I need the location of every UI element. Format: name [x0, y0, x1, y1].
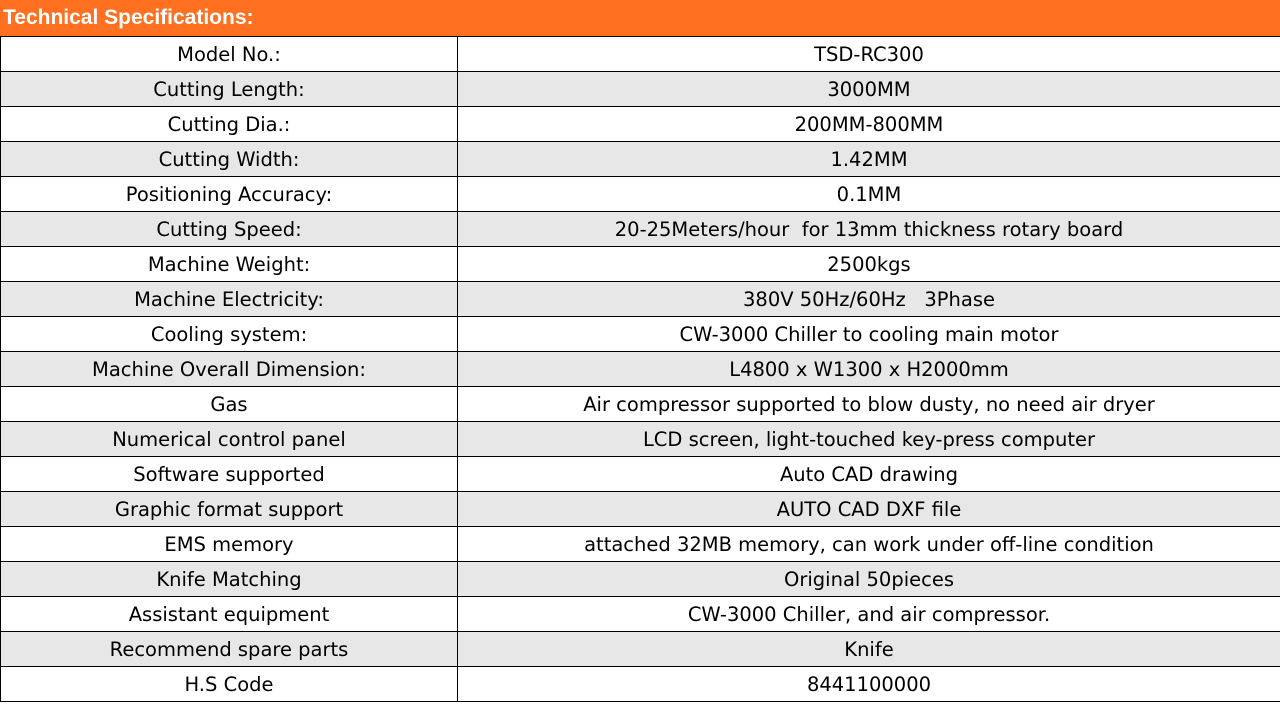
spec-value: 8441100000: [458, 667, 1280, 702]
spec-label: H.S Code: [1, 667, 458, 702]
spec-value: CW-3000 Chiller to cooling main motor: [458, 317, 1280, 352]
spec-row: [1, 387, 1280, 422]
spec-row: [1, 142, 1280, 177]
spec-value: 0.1MM: [458, 177, 1280, 212]
spec-value: 3000MM: [458, 72, 1280, 107]
spec-row: [1, 177, 1280, 212]
spec-label: Numerical control panel: [1, 422, 458, 457]
spec-row: [1, 422, 1280, 457]
spec-value: attached 32MB memory, can work under off-line condition: [458, 527, 1280, 562]
spec-label: Machine Electricity:: [1, 282, 458, 317]
spec-label: Assistant equipment: [1, 597, 458, 632]
spec-row: [1, 212, 1280, 247]
spec-row: [1, 247, 1280, 282]
spec-value: Knife: [458, 632, 1280, 667]
spec-value: 2500kgs: [458, 247, 1280, 282]
spec-value: AUTO CAD DXF file: [458, 492, 1280, 527]
spec-label: Software supported: [1, 457, 458, 492]
spec-row: [1, 527, 1280, 562]
spec-label: EMS memory: [1, 527, 458, 562]
spec-value: 20-25Meters/hour for 13mm thickness rotary board: [458, 212, 1280, 247]
spec-label: Cutting Speed:: [1, 212, 458, 247]
spec-value: 200MM-800MM: [458, 107, 1280, 142]
spec-row: [1, 492, 1280, 527]
spec-value: Air compressor supported to blow dusty, no need air dryer: [458, 387, 1280, 422]
spec-value: Original 50pieces: [458, 562, 1280, 597]
section-header: [0, 0, 1280, 36]
spec-label: Gas: [1, 387, 458, 422]
spec-row: [1, 562, 1280, 597]
spec-label: Cooling system:: [1, 317, 458, 352]
spec-label: Cutting Length:: [1, 72, 458, 107]
spec-row: [1, 597, 1280, 632]
spec-row: [1, 352, 1280, 387]
spec-label: Positioning Accuracy:: [1, 177, 458, 212]
spec-value: Auto CAD drawing: [458, 457, 1280, 492]
spec-row: [1, 37, 1280, 72]
spec-value: LCD screen, light-touched key-press computer: [458, 422, 1280, 457]
spec-label: Machine Overall Dimension:: [1, 352, 458, 387]
spec-value: CW-3000 Chiller, and air compressor.: [458, 597, 1280, 632]
spec-label: Model No.:: [1, 37, 458, 72]
spec-row: [1, 107, 1280, 142]
spec-label: Cutting Dia.:: [1, 107, 458, 142]
spec-label: Cutting Width:: [1, 142, 458, 177]
spec-value: L4800 x W1300 x H2000mm: [458, 352, 1280, 387]
spec-row: [1, 632, 1280, 667]
spec-value: 1.42MM: [458, 142, 1280, 177]
spec-row: [1, 667, 1280, 702]
spec-row: [1, 457, 1280, 492]
spec-label: Recommend spare parts: [1, 632, 458, 667]
spec-label: Graphic format support: [1, 492, 458, 527]
spec-value: 380V 50Hz/60Hz 3Phase: [458, 282, 1280, 317]
spec-table: [0, 36, 1280, 702]
spec-row: [1, 72, 1280, 107]
spec-row: [1, 317, 1280, 352]
spec-row: [1, 282, 1280, 317]
spec-label: Machine Weight:: [1, 247, 458, 282]
spec-value: TSD-RC300: [458, 37, 1280, 72]
section-title: Technical Specifications:: [3, 6, 254, 29]
spec-label: Knife Matching: [1, 562, 458, 597]
